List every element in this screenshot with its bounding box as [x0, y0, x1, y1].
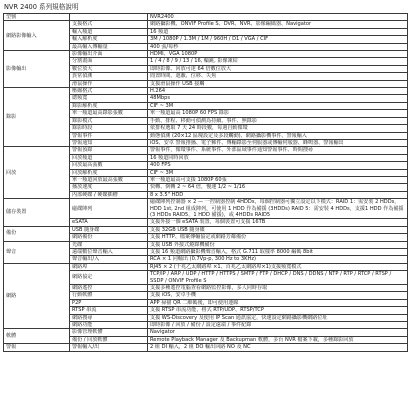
spec-label: 單一頻道最高錄影張數 — [70, 110, 148, 117]
spec-value: TCP/IP / ARP / UDP / HTTP / HTTPS / SMTP / FTP / DHCP / DNS / DDNS / NTP / RTP / RTCP / RTSP / SSDP / ONVIF Profile S — [148, 271, 408, 285]
spec-value: 支援 16 頻道網路攝影機聲音輸入，格式 G.711 取樣率 8000 編碼 8bit — [148, 249, 408, 256]
spec-row — [4, 199, 408, 219]
spec-label: 警報預錄 — [70, 147, 148, 154]
spec-label: 警報通知 — [70, 139, 148, 146]
spec-label: 備份 / 回放軟體 — [70, 336, 148, 343]
spec-value: 2 組 DI 輸入，2 組 DO 輸出回路 NO 及 NC — [148, 344, 408, 351]
spec-label: 異常偵測 — [70, 73, 148, 80]
spec-value: CIF ~ 3M — [148, 102, 408, 109]
spec-category: 型號 — [4, 14, 70, 21]
spec-value: H.264 — [148, 88, 408, 95]
spec-category: 網路 — [4, 263, 70, 329]
spec-row — [4, 147, 408, 154]
spec-label: 輸入頻道 — [70, 28, 148, 35]
spec-category: 備份 — [4, 226, 70, 241]
spec-value: 8 x 3.5" HDD — [148, 191, 408, 198]
spec-label: 壓縮格式 — [70, 88, 148, 95]
spec-label: 輸入解析度 — [70, 36, 148, 43]
spec-value: 支援多種遙控電腦查看網路監控影像，多人同時存取 — [148, 285, 408, 292]
spec-value: 支援 RTSP 串流功能，格式 RTP/UDP、RTSP/TCP — [148, 307, 408, 314]
spec-row — [4, 21, 408, 28]
spec-row — [4, 14, 408, 21]
spec-value: 16 頻道同時回放 — [148, 154, 408, 161]
spec-value: 3M / 1080P / 1.3M / 1M / 960H / D1 / VGA / CIF — [148, 36, 408, 43]
spec-value: CIF ~ 3M — [148, 169, 408, 176]
spec-label: 最高輸入傳輸量 — [70, 43, 148, 50]
spec-label: 網路備份 — [70, 234, 148, 241]
spec-label: 遠端數位聲音輸入 — [70, 249, 148, 256]
spec-value: 支援滑鼠操作 USB 接觸 — [148, 80, 408, 87]
spec-value: 400 張/每秒 — [148, 43, 408, 50]
spec-category: 錄影 — [4, 88, 70, 147]
spec-label: 回放最高張數 — [70, 162, 148, 169]
spec-label: 回放頻道 — [70, 154, 148, 161]
spec-value: 即時影像 / 回放 / 備份 / 設定遠端 / 事件紀錄 — [148, 322, 408, 329]
spec-label — [70, 14, 148, 21]
spec-label: 支援格式 — [70, 21, 148, 28]
spec-label: 錄影解析度 — [70, 102, 148, 109]
spec-table — [3, 13, 408, 352]
spec-row — [4, 263, 408, 270]
spec-value: RJ45 × 2 (千兆乙太網路埠 ×1、百兆乙太網路埠×1)支援頻寬模式 — [148, 263, 408, 270]
spec-row — [4, 88, 408, 95]
spec-category: 聲音 — [4, 241, 70, 263]
document-title: NVR 2400 系列規格說明 — [4, 3, 79, 11]
spec-value: 單一頻道最高 1080P 60 FPS 錄影 — [148, 110, 408, 117]
spec-value: RCA × 1 同軸出 (0.7Vp-p, 300 Hz to 3KHz) — [148, 256, 408, 263]
spec-value: 16 頻道 — [148, 28, 408, 35]
spec-row — [4, 51, 408, 58]
spec-category: 網路影像輸入 — [4, 21, 70, 51]
spec-label: 行動軟體 — [70, 292, 148, 299]
spec-label: 警報輸入/出 — [70, 344, 148, 351]
spec-value: 動態偵測 (20×12 區塊設定及多段觸動)、網路攝影機事件、警報輸入 — [148, 132, 408, 139]
spec-value: 即時影像、回放可達 64 倍數位放大 — [148, 65, 408, 72]
spec-label: 網路協定 — [70, 271, 148, 285]
spec-value: 支援外接一個 eSATA 裝置，每個裝置可支援 16TB — [148, 219, 408, 226]
spec-label: 錄影時段 — [70, 125, 148, 132]
spec-table-body — [4, 14, 408, 352]
spec-label: 警報事件 — [70, 132, 148, 139]
spec-label: 分割畫面 — [70, 58, 148, 65]
spec-label: 播放速度 — [70, 184, 148, 191]
spec-label: 影像管理軟體 — [70, 329, 148, 336]
spec-label: 單一頻道回放最高張數 — [70, 176, 148, 183]
spec-value: 支援 iOS，安卓手機 — [148, 292, 408, 299]
spec-label: 網路埠 — [70, 263, 148, 270]
spec-label: 內部硬碟 / 硬碟插槽 — [70, 191, 148, 198]
spec-label: eSATA — [70, 219, 148, 226]
spec-value: 400 FPS — [148, 162, 408, 169]
spec-row — [4, 226, 408, 233]
spec-label: 網路遙控 — [70, 285, 148, 292]
spec-category: 軟體 — [4, 329, 70, 344]
spec-value: iOS、安卓 警報推播、電子郵件、傳輸錄影至伺服器或傳輸伺服器、蜂鳴器、警報輸出 — [148, 139, 408, 146]
spec-value: 警報事件，循環事件、系統事件、外部區域事件通知警報事件、時間搜尋 — [148, 147, 408, 154]
spec-label: 磁碟陣列 — [70, 199, 148, 219]
spec-value: 單一頻道最高可支援 1080P 60張 — [148, 176, 408, 183]
spec-label: 影像輸出介面 — [70, 51, 148, 58]
spec-label: 滑鼠操作 — [70, 80, 148, 87]
spec-label: 網路搜尋 — [70, 314, 148, 321]
spec-row — [4, 344, 408, 351]
spec-label: 數位放大 — [70, 65, 148, 72]
spec-row — [4, 241, 408, 248]
spec-value: 快轉、倒轉 2 ~ 64 倍，慢速 1/2 ~ 1/16 — [148, 184, 408, 191]
spec-label: 回放解析度 — [70, 169, 148, 176]
spec-label: RTSP 串流 — [70, 307, 148, 314]
spec-value: 支援 32GB USB 隨身碟 — [148, 226, 408, 233]
spec-label: USB 隨身碟 — [70, 226, 148, 233]
spec-category: 警報 — [4, 344, 70, 351]
spec-value: 磁碟陣列控制器 × 2 — 一控制器控制 4HDDs，每個控制器可獨立設定以下模式：RAID 1：需安裝 2 HDDs，HDD 1st, 2nd 組成陣列，可使用 1 HDD 作為備援 (3HDDs) RAID 5：需安裝 4 HDDs，支援1 HDD 作為備援(3 HDDs RAID5，1 HDD 備援)，或 4HDDs RAID5 — [148, 199, 408, 219]
spec-category: 儲存裝置 — [4, 199, 70, 227]
spec-label: 光碟 — [70, 241, 148, 248]
spec-value: 1 / 4 / 8 / 9 / 13 / 16, 輪跳, 影像凍結 — [148, 58, 408, 65]
spec-value: 閒置時間、遮蔽、位移、失焦 — [148, 73, 408, 80]
spec-value: APP 掃描 QR 二維碼後，即可使用連線 — [148, 299, 408, 306]
spec-value: 支援 USB 外接式燒錄機備份 — [148, 241, 408, 248]
spec-value: Navigator — [148, 329, 408, 336]
spec-label: P2P — [70, 299, 148, 306]
spec-value: 手動、排程、移動可偵測為持續、事件、無錄影 — [148, 117, 408, 124]
spec-label: 總頻寬 — [70, 95, 148, 102]
spec-value: 支援 WS-Discovery 及使用 IP Scan 通訊協定，快速設定網路攝影機網路位址 — [148, 314, 408, 321]
spec-value: Remote Playback Manager 及 Backupman 軟體，多台 NVR 檔案下載，多種錄影回放 — [148, 336, 408, 343]
spec-category: 影像輸出 — [4, 51, 70, 88]
spec-label: 網路功能 — [70, 322, 148, 329]
spec-value: HDMI、VGA 1080P — [148, 51, 408, 58]
spec-value: 依排程選取 7 天 24 時段數，每週自動循環 — [148, 125, 408, 132]
spec-value: 支援 HTTP、檔案傳輸協定或網路芳鄰備份 — [148, 234, 408, 241]
spec-label: 聲音輸出/入 — [70, 256, 148, 263]
spec-value: 網路攝影機、ONVIF Profile S、DVR、NVR、影像編碼器、Navigator — [148, 21, 408, 28]
spec-label: 錄影模式 — [70, 117, 148, 124]
spec-value: 48Mbps — [148, 95, 408, 102]
spec-value: NVR2400 — [148, 14, 408, 21]
spec-row — [4, 329, 408, 336]
spec-category: 回放 — [4, 147, 70, 199]
